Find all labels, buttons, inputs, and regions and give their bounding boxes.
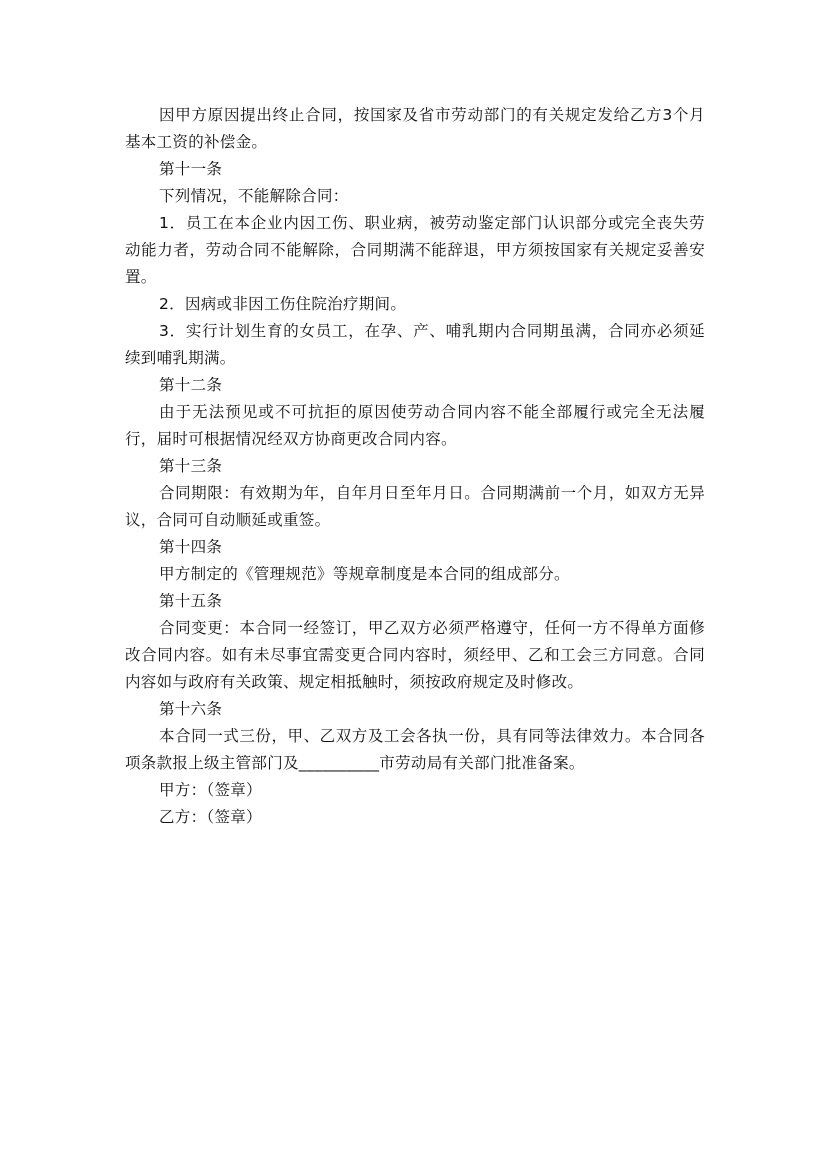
paragraph-force-majeure: 由于无法预见或不可抗拒的原因使劳动合同内容不能全部履行或完全无法履行，届时可根据情况经双方协商更改合同内容。 [125, 403, 705, 448]
paragraph-copies-filing: 本合同一式三份，甲、乙双方及工会各执一份，具有同等法律效力。本合同各项条款报上级主管部门及__________市劳动局有关部门批准备案。 [125, 727, 705, 772]
signature-party-a: 甲方：（签章） [159, 781, 262, 799]
list-item-2: 2．因病或非因工伤住院治疗期间。 [159, 295, 407, 313]
paragraph-non-termination-intro: 下列情况，不能解除合同： [159, 187, 349, 205]
paragraph-contract-change: 合同变更：本合同一经签订，甲乙双方必须严格遵守，任何一方不得单方面修改合同内容。如有未尽事宜需变更合同内容时，须经甲、乙和工会三方同意。合同内容如与政府有关政策、规定相抵触时，须按政府规定及时修改。 [125, 619, 705, 691]
signature-party-b: 乙方：（签章） [159, 808, 262, 826]
list-item-3: 3．实行计划生育的女员工，在孕、产、哺乳期内合同期虽满，合同亦必须延续到哺乳期满。 [125, 322, 705, 367]
article-15-heading: 第十五条 [159, 592, 223, 610]
article-16-heading: 第十六条 [159, 700, 223, 718]
paragraph-contract-term: 合同期限：有效期为年，自年月日至年月日。合同期满前一个月，如双方无异议，合同可自动顺延或重签。 [125, 484, 705, 529]
article-12-heading: 第十二条 [159, 376, 223, 394]
article-11-heading: 第十一条 [159, 160, 223, 178]
article-13-heading: 第十三条 [159, 457, 223, 475]
paragraph-regulations: 甲方制定的《管理规范》等规章制度是本合同的组成部分。 [159, 565, 570, 583]
list-item-1: 1．员工在本企业内因工伤、职业病，被劳动鉴定部门认识部分或完全丧失劳动能力者，劳动合同不能解除，合同期满不能辞退，甲方须按国家有关规定妥善安置。 [125, 214, 705, 286]
paragraph-termination-compensation: 因甲方原因提出终止合同，按国家及省市劳动部门的有关规定发给乙方3个月基本工资的补偿金。 [125, 106, 705, 151]
article-14-heading: 第十四条 [159, 538, 223, 556]
document-body [125, 102, 705, 831]
